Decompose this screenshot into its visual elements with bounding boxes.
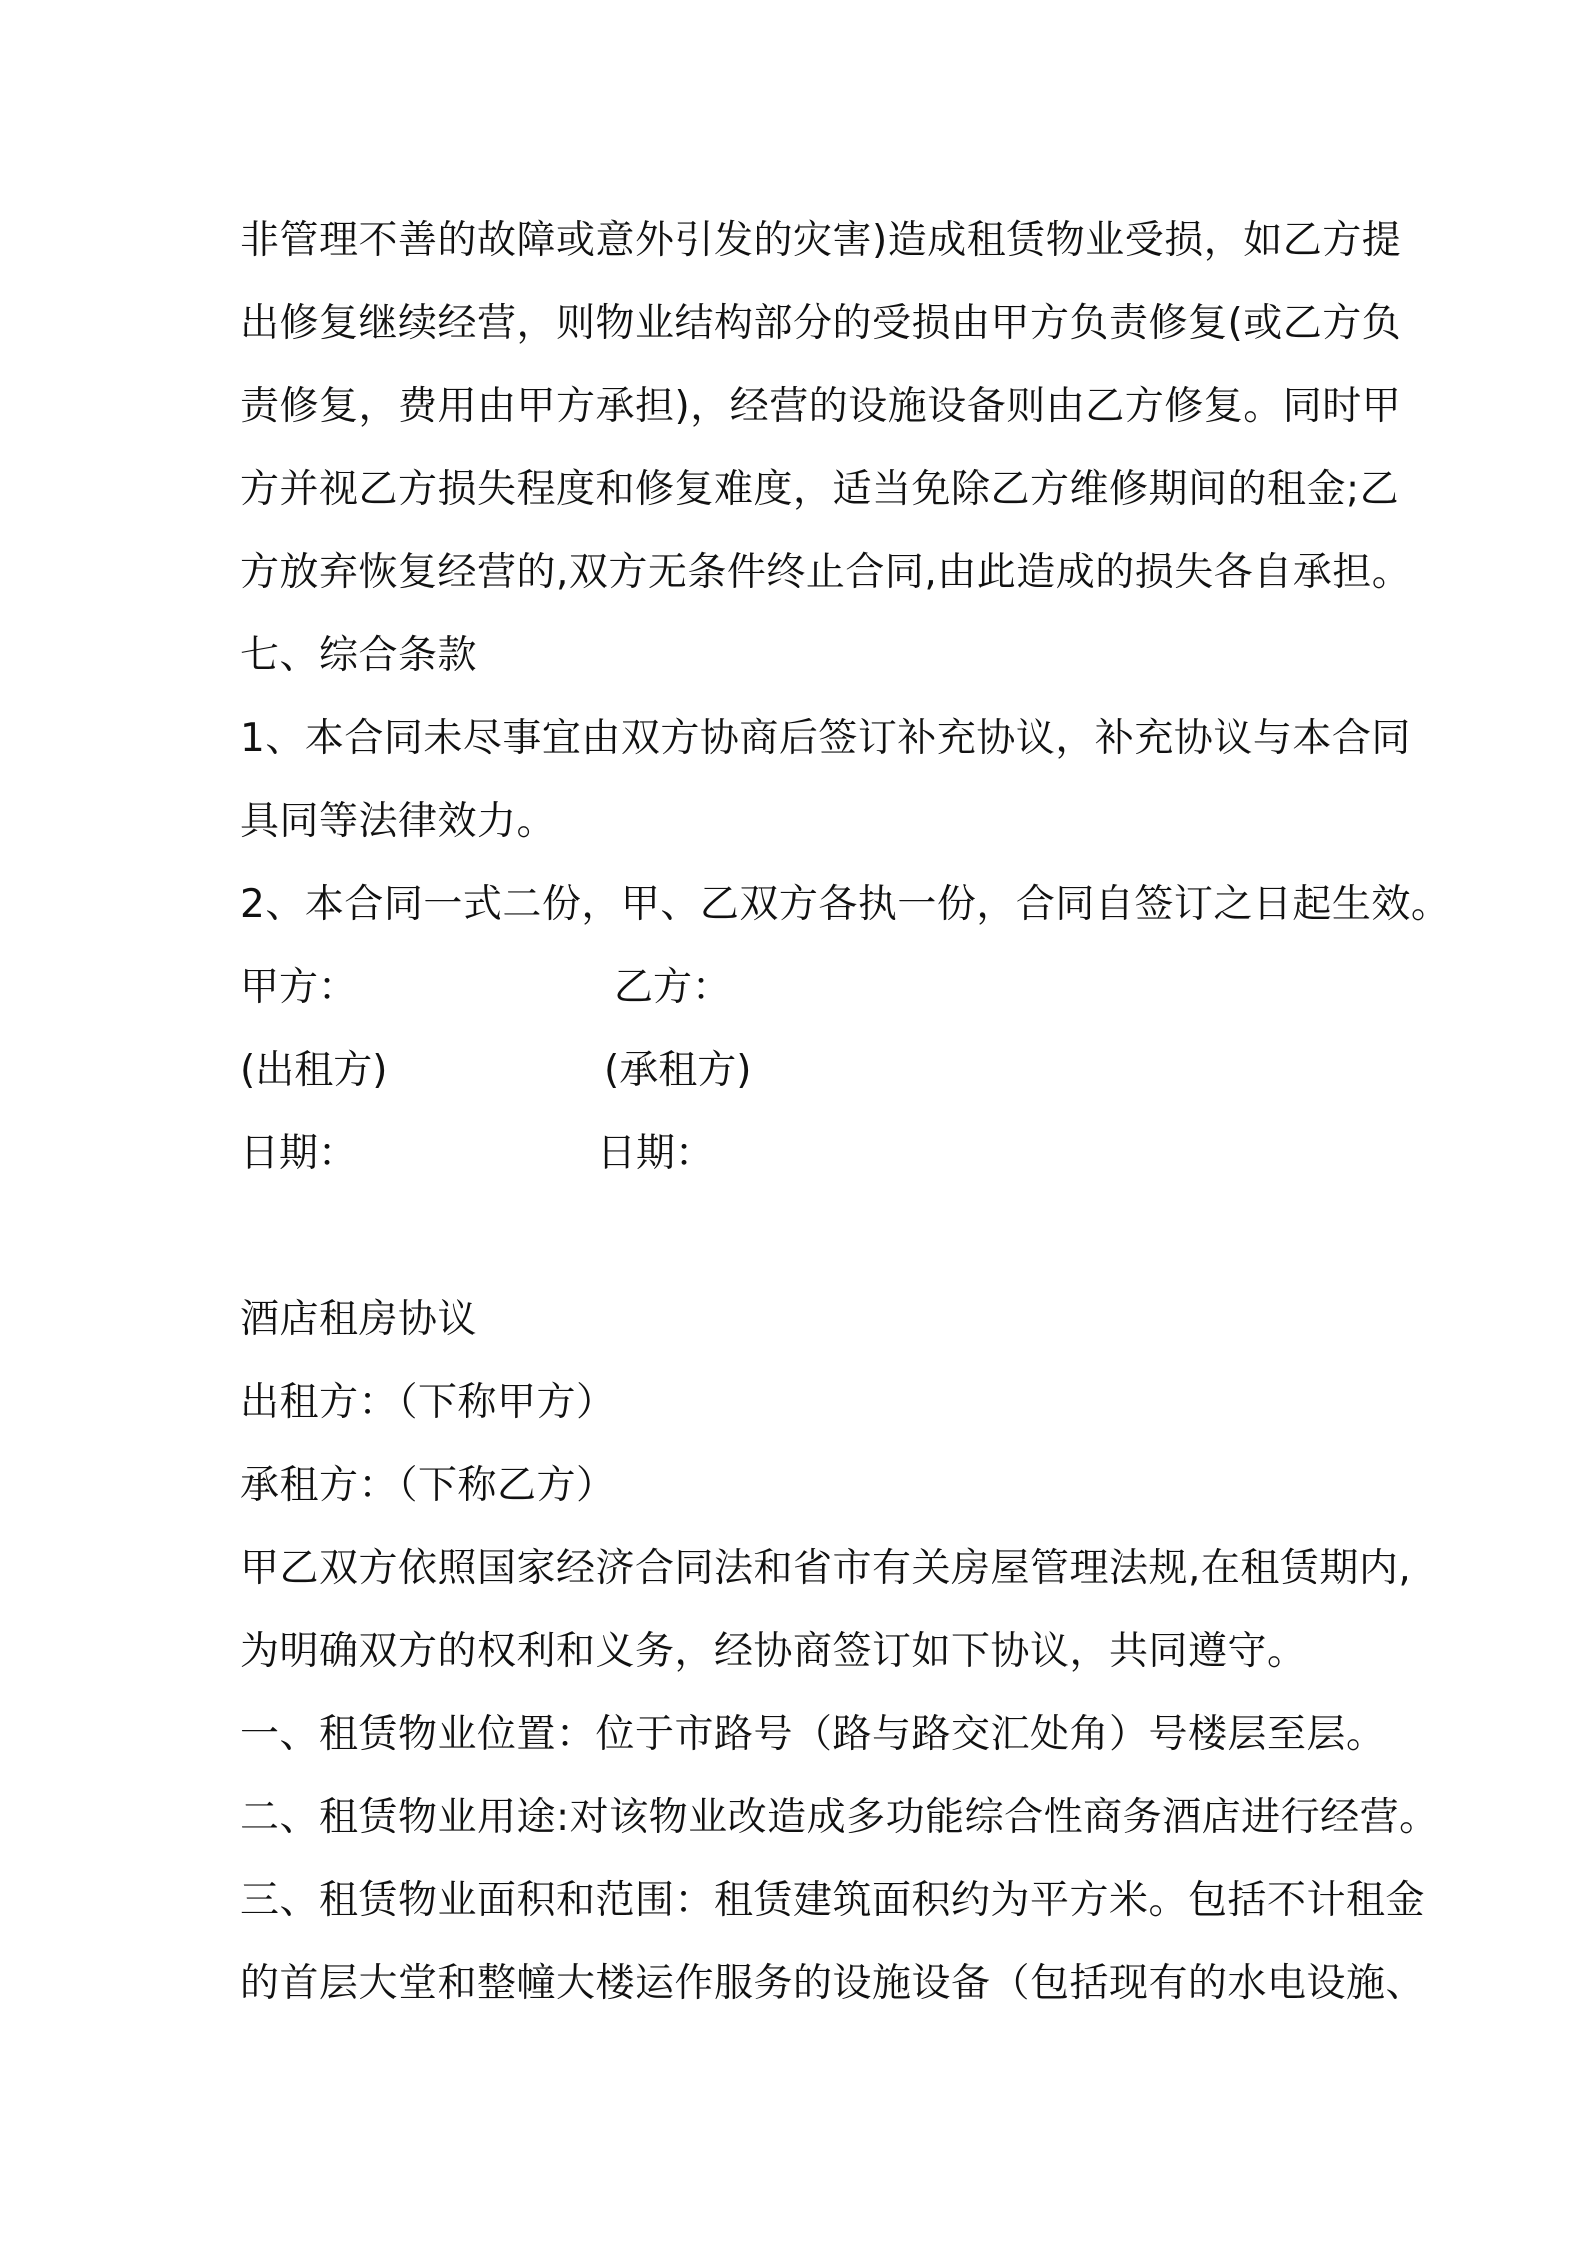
clause-line: 的首层大堂和整幢大楼运作服务的设施设备（包括现有的水电设施、 bbox=[240, 1961, 1426, 2006]
paragraph-line: 方并视乙方损失程度和修复难度，适当免除乙方维修期间的租金;乙 bbox=[240, 467, 1400, 512]
date-a-label: 日期： bbox=[240, 1131, 358, 1176]
clause-line: 三、租赁物业面积和范围：租赁建筑面积约为平方米。包括不计租金 bbox=[240, 1878, 1426, 1923]
paragraph-line: 方放弃恢复经营的,双方无条件终止合同,由此造成的损失各自承担。 bbox=[240, 550, 1412, 595]
section-gap bbox=[240, 1195, 1390, 1278]
party-a-label: 甲方： bbox=[240, 965, 358, 1010]
paragraph-line: 甲乙双方依照国家经济合同法和省市有关房屋管理法规,在租赁期内, bbox=[240, 1546, 1412, 1591]
party-a-role: (出租方) bbox=[240, 1048, 388, 1093]
signature-party-row bbox=[240, 946, 1390, 1029]
party-b-label: 乙方： bbox=[614, 965, 732, 1010]
signature-role-row bbox=[240, 1029, 1390, 1112]
paragraph-line: 出修复继续经营，则物业结构部分的受损由甲方负责修复(或乙方负 bbox=[240, 301, 1402, 346]
clause-line: 1、本合同未尽事宜由双方协商后签订补充协议，补充协议与本合同 bbox=[240, 716, 1411, 761]
clause-line: 二、租赁物业用途:对该物业改造成多功能综合性商务酒店进行经营。 bbox=[240, 1795, 1439, 1840]
section-heading: 七、综合条款 bbox=[240, 633, 478, 678]
document-body bbox=[240, 199, 1451, 2025]
signature-date-row bbox=[240, 1112, 1390, 1195]
paragraph-line: 责修复，费用由甲方承担)，经营的设施设备则由乙方修复。同时甲 bbox=[240, 384, 1402, 429]
clause-line: 2、本合同一式二份，甲、乙双方各执一份，合同自签订之日起生效。 bbox=[240, 882, 1451, 927]
date-b-label: 日期： bbox=[597, 1131, 715, 1176]
paragraph-line: 为明确双方的权利和义务，经协商签订如下协议，共同遵守。 bbox=[240, 1629, 1307, 1674]
paragraph-line: 非管理不善的故障或意外引发的灾害)造成租赁物业受损，如乙方提 bbox=[240, 218, 1402, 263]
clause-line: 具同等法律效力。 bbox=[240, 799, 557, 844]
document-title: 酒店租房协议 bbox=[240, 1297, 478, 1342]
party-b-role: (承租方) bbox=[604, 1048, 752, 1093]
lessor-line: 出租方：（下称甲方） bbox=[240, 1380, 616, 1425]
clause-line: 一、租赁物业位置：位于市路号（路与路交汇处角）号楼层至层。 bbox=[240, 1712, 1386, 1757]
lessee-line: 承租方：（下称乙方） bbox=[240, 1463, 616, 1508]
